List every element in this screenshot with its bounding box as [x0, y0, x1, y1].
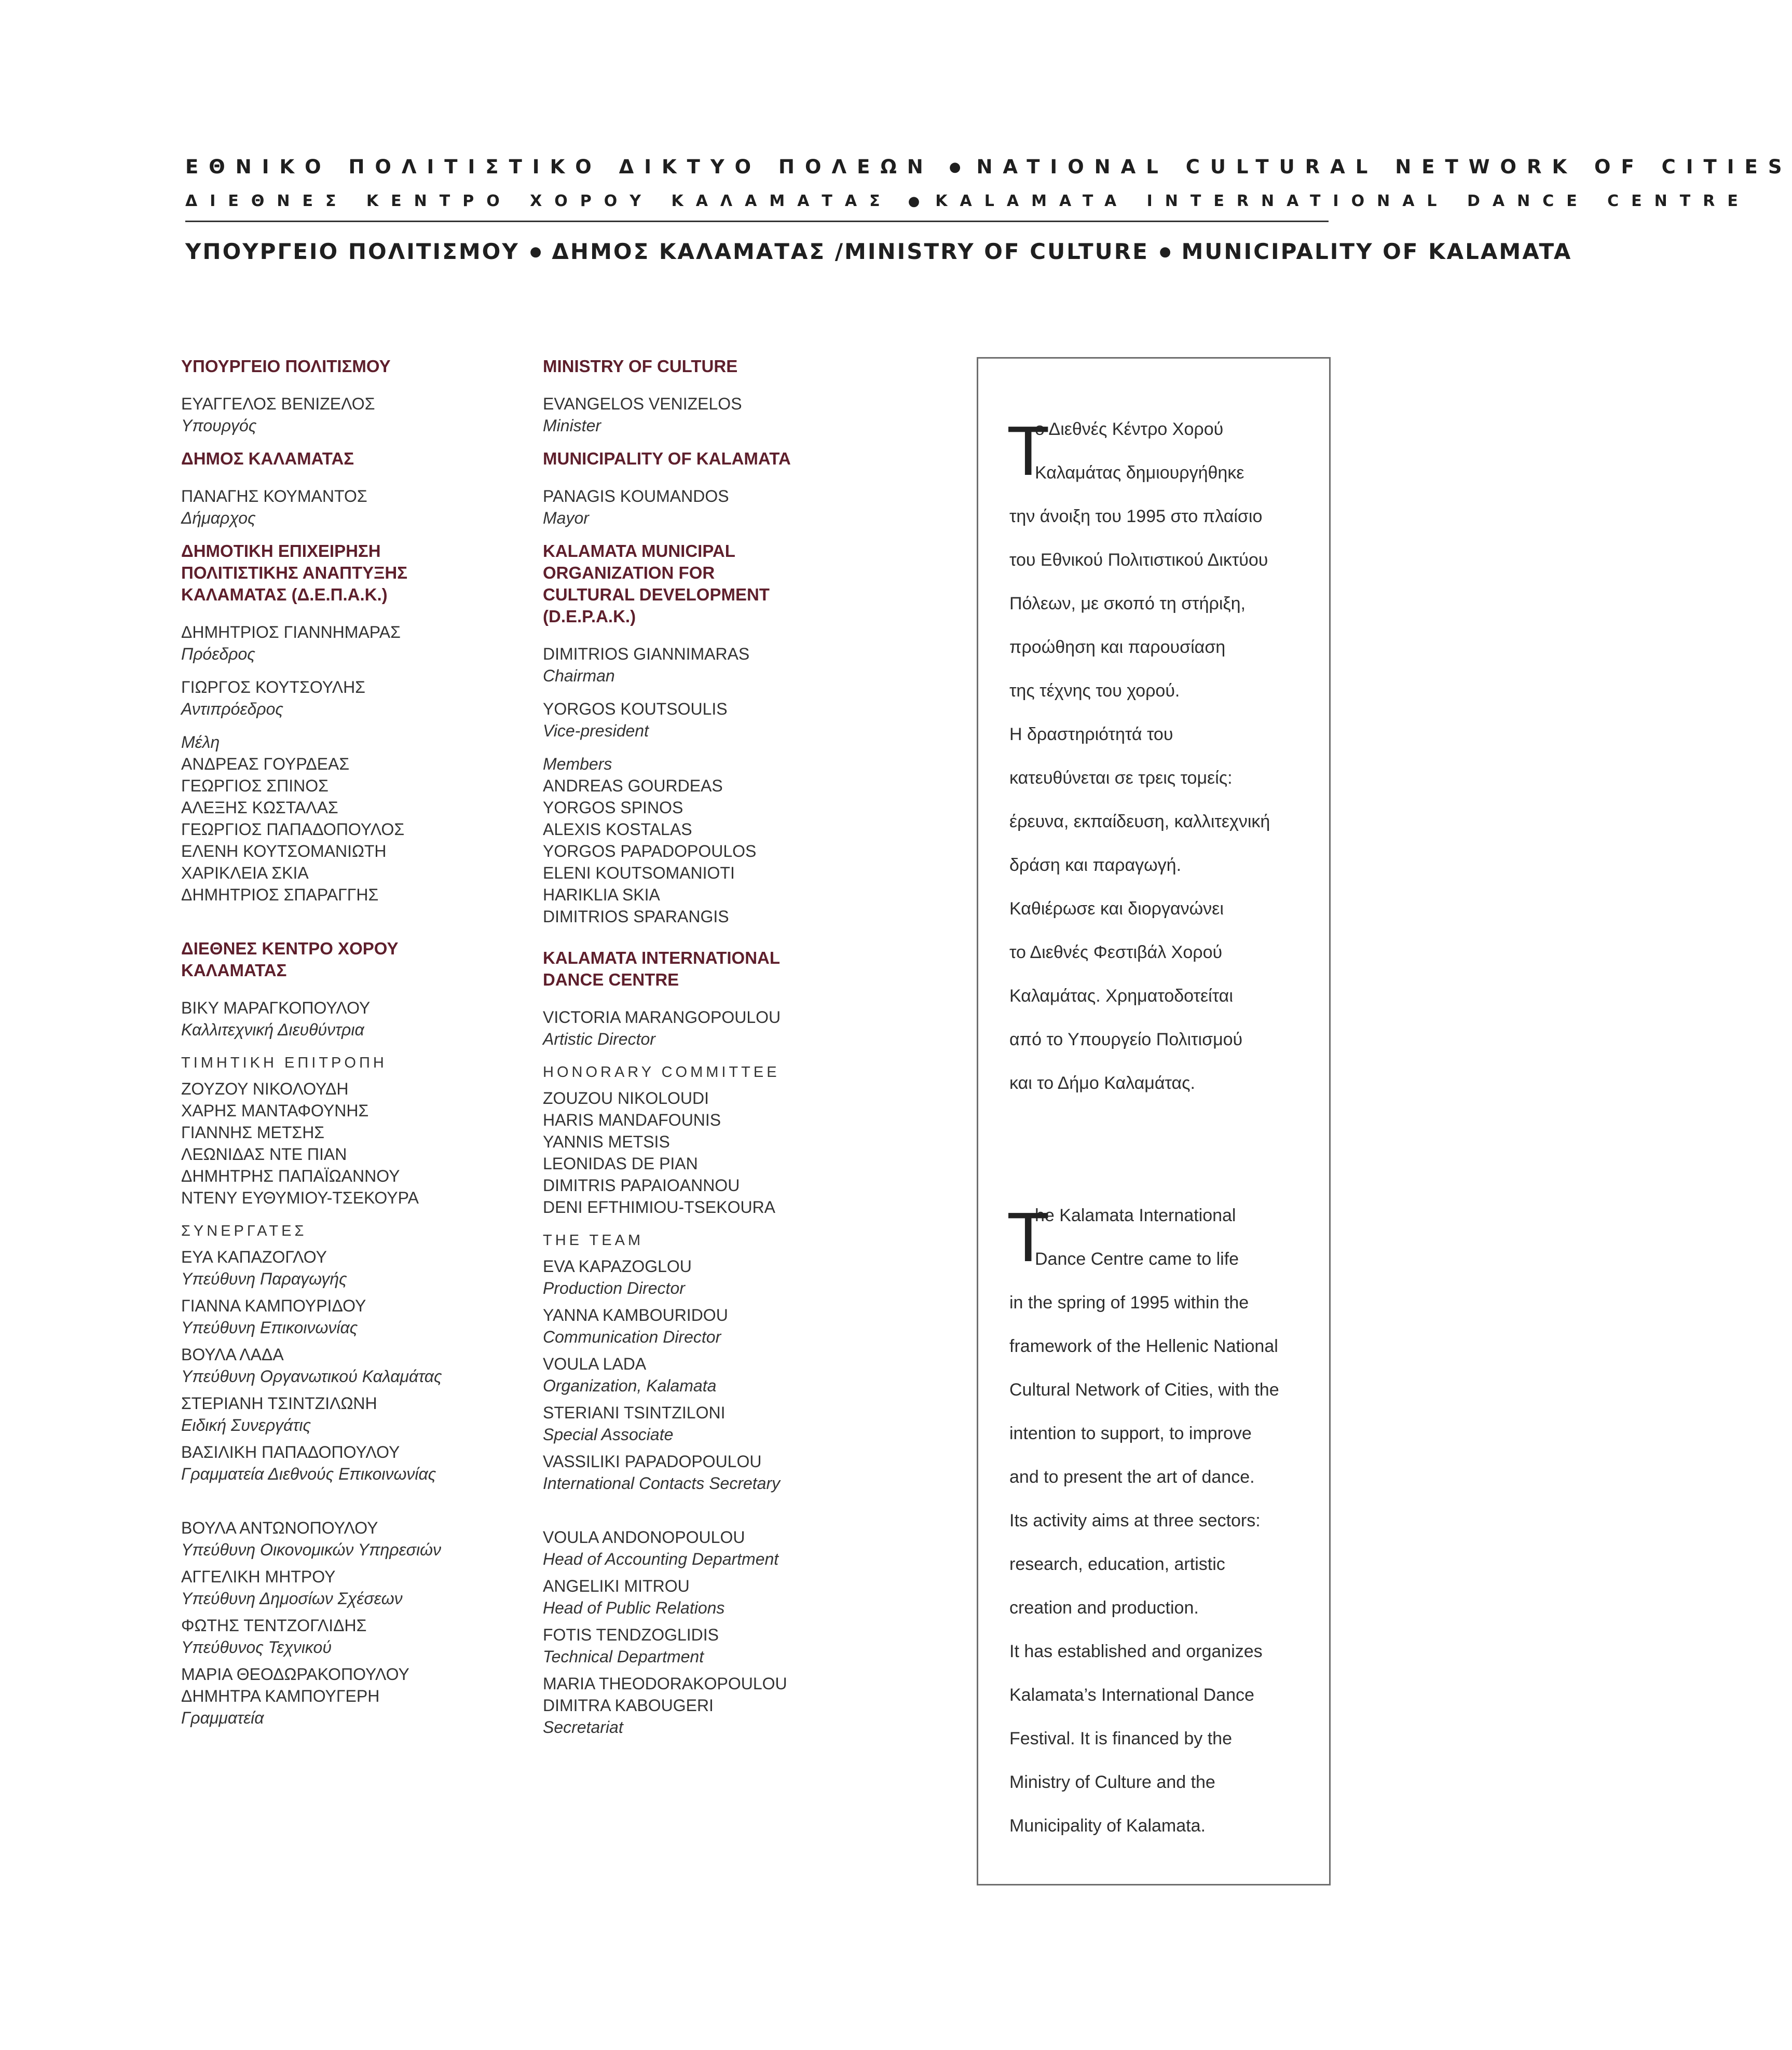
paragraph-line: Η δραστηριότητά του — [1009, 725, 1173, 744]
paragraph-line: Πόλεων, με σκοπό τη στήριξη, — [1009, 594, 1246, 613]
team-member — [181, 1392, 503, 1436]
honorary-name: LEONIDAS DE PIAN — [543, 1154, 698, 1173]
section-title-ministry: ΥΠΟΥΡΓΕΙΟ ΠΟΛΙΤΙΣΜΟΥ — [181, 357, 391, 376]
paragraph-line: Its activity aims at three sectors: — [1009, 1511, 1261, 1530]
honorary-name: ZOUZOU NIKOLOUDI — [543, 1089, 709, 1108]
person-name: ΔΗΜΗΤΡΑ ΚΑΜΠΟΥΓΕΡΗ — [181, 1687, 380, 1705]
person-role: Υπεύθυνη Επικοινωνίας — [181, 1318, 358, 1337]
staff-member — [181, 1566, 503, 1609]
person-name: ΔΗΜΗΤΡΙΟΣ ΓΙΑΝΝΗΜΑΡΑΣ — [181, 623, 401, 641]
person-minister — [543, 393, 865, 436]
person-name: PANAGIS KOUMANDOS — [543, 487, 729, 505]
greek-credits-column — [181, 356, 503, 1740]
person-name: FOTIS TENDZOGLIDIS — [543, 1625, 719, 1644]
about-english-paragraph — [1007, 1198, 1321, 1858]
paragraph-line: του Εθνικού Πολιτιστικού Δικτύου — [1009, 550, 1268, 570]
bullet-separator: ● — [908, 193, 920, 209]
person-role: Καλλιτεχνική Διευθύντρια — [181, 1020, 364, 1039]
person-name: ΓΙΩΡΓΟΣ ΚΟΥΤΣΟΥΛΗΣ — [181, 678, 365, 696]
bullet-separator: ● — [1159, 243, 1171, 259]
staff-member — [181, 1517, 503, 1561]
section-title-municipality: ΔΗΜΟΣ ΚΑΛΑΜΑΤΑΣ — [181, 449, 354, 468]
honorary-list — [543, 1087, 865, 1218]
person-role: Head of Accounting Department — [543, 1550, 779, 1568]
member-name: DIMITRIOS SPARANGIS — [543, 907, 729, 926]
member-name: ΑΝΔΡΕΑΣ ΓΟΥΡΔΕΑΣ — [181, 755, 350, 773]
person-name: EVANGELOS VENIZELOS — [543, 394, 742, 413]
about-greek-paragraph — [1007, 412, 1321, 1116]
paragraph-line: κατευθύνεται σε τρεις τομείς: — [1009, 768, 1233, 788]
paragraph-line: Τ ο Διεθνές Κέντρο Χορού — [1007, 412, 1224, 490]
members-label: Members — [543, 755, 612, 773]
person-name: ΒΙΚΥ ΜΑΡΑΓΚΟΠΟΥΛΟΥ — [181, 999, 371, 1017]
person-name: YORGOS KOUTSOULIS — [543, 700, 728, 718]
paragraph-line: Ministry of Culture and the — [1009, 1772, 1215, 1792]
person-name: VASSILIKI PAPADOPOULOU — [543, 1452, 762, 1471]
staff-member — [543, 1575, 865, 1619]
header-municipality-ministry: ΔΗΜΟΣ ΚΑΛΑΜΑΤΑΣ /MINISTRY OF CULTURE — [552, 239, 1149, 264]
honorary-name: ΛΕΩΝΙΔΑΣ ΝΤΕ ΠΙΑΝ — [181, 1145, 347, 1164]
honorary-committee-label: ΤΙΜΗΤΙΚΗ ΕΠΙΤΡΟΠΗ — [181, 1055, 387, 1071]
person-vice — [543, 698, 865, 742]
honorary-name: DENI EFTHIMIOU-TSEKOURA — [543, 1198, 776, 1217]
section-title-centre: KALAMATA INTERNATIONAL DANCE CENTRE — [543, 948, 781, 989]
paragraph-line: Municipality of Kalamata. — [1009, 1816, 1206, 1836]
person-director — [181, 997, 503, 1041]
person-role: Communication Director — [543, 1328, 721, 1346]
person-name: ΜΑΡΙΑ ΘΕΟΔΩΡΑΚΟΠΟΥΛΟΥ — [181, 1665, 409, 1684]
bullet-separator: ● — [529, 243, 542, 259]
person-role: Technical Department — [543, 1647, 704, 1666]
honorary-name: ΝΤΕΝΥ ΕΥΘΥΜΙΟΥ-ΤΣΕΚΟΥΡΑ — [181, 1188, 419, 1207]
header-greek-network: ΕΘΝΙΚΟ ΠΟΛΙΤΙΣΤΙΚΟ ΔΙΚΤΥΟ ΠΟΛΕΩΝ — [185, 156, 934, 178]
team-member — [181, 1441, 503, 1485]
member-name: ΓΕΩΡΓΙΟΣ ΣΠΙΝΟΣ — [181, 776, 329, 795]
honorary-name: YANNIS METSIS — [543, 1132, 670, 1151]
person-role: Πρόεδρος — [181, 645, 255, 663]
person-name: VICTORIA MARANGOPOULOU — [543, 1008, 781, 1027]
person-role: Artistic Director — [543, 1030, 655, 1048]
person-name: ΣΤΕΡΙΑΝΗ ΤΣΙΝΤΖΙΛΩΝΗ — [181, 1394, 377, 1413]
secretariat — [181, 1663, 503, 1729]
person-role: Υπεύθυνη Οργανωτικού Καλαμάτας — [181, 1367, 442, 1386]
team-member — [181, 1246, 503, 1290]
paragraph-line: Καλαμάτας. Χρηματοδοτείται — [1009, 986, 1233, 1006]
paragraph-line: It has established and organizes — [1009, 1642, 1263, 1661]
member-name: ΧΑΡΙΚΛΕΙΑ ΣΚΙΑ — [181, 864, 309, 882]
staff-member — [543, 1624, 865, 1668]
person-name: DIMITRIOS GIANNIMARAS — [543, 645, 750, 663]
bullet-separator: ● — [949, 159, 961, 175]
member-name: ΔΗΜΗΤΡΙΟΣ ΣΠΑΡΑΓΓΗΣ — [181, 885, 379, 904]
paragraph-line: T he Kalamata International — [1007, 1198, 1236, 1276]
header-english-centre: KALAMATA INTERNATIONAL DANCE CENTRE — [935, 192, 1750, 210]
section-title-depak: KALAMATA MUNICIPAL ORGANIZATION FOR CULTURAL DEVELOPMENT (D.E.P.A.K.) — [543, 541, 770, 626]
person-role: Δήμαρχος — [181, 509, 256, 527]
honorary-list — [181, 1078, 503, 1209]
person-name: MARIA THEODORAKOPOULOU — [543, 1674, 787, 1693]
person-role: Chairman — [543, 666, 615, 685]
paragraph-line: framework of the Hellenic National — [1009, 1336, 1278, 1356]
person-role: Organization, Kalamata — [543, 1376, 717, 1395]
person-mayor — [181, 485, 503, 529]
paragraph-line: and to present the art of dance. — [1009, 1467, 1255, 1487]
person-chair — [543, 643, 865, 687]
honorary-name: ΓΙΑΝΝΗΣ ΜΕΤΣΗΣ — [181, 1123, 325, 1142]
member-name: ALEXIS KOSTALAS — [543, 820, 692, 839]
member-name: ΕΛΕΝΗ ΚΟΥΤΣΟΜΑΝΙΩΤΗ — [181, 842, 387, 860]
person-role: Vice-president — [543, 721, 649, 740]
person-name: ΕΥΑ ΚΑΠΑΖΟΓΛΟΥ — [181, 1248, 327, 1266]
header-greek-centre: ΔΙΕΘΝΕΣ ΚΕΝΤΡΟ ΧΟΡΟΥ ΚΑΛΑΜΑΤΑΣ — [185, 192, 893, 210]
person-name: ANGELIKI MITROU — [543, 1577, 690, 1595]
team-member — [543, 1451, 865, 1494]
header-line-1 — [185, 156, 1792, 178]
team-member — [543, 1402, 865, 1445]
paragraph-line: από το Υπουργείο Πολιτισμού — [1009, 1030, 1243, 1049]
paragraph-line: την άνοιξη του 1995 στο πλαίσιο — [1009, 507, 1263, 526]
person-role: Υπεύθυνη Παραγωγής — [181, 1269, 347, 1288]
header-divider — [185, 221, 1329, 222]
person-name: EVA KAPAZOGLOU — [543, 1257, 692, 1276]
person-name: ΑΓΓΕΛΙΚΗ ΜΗΤΡΟΥ — [181, 1567, 336, 1586]
person-name: ΠΑΝΑΓΗΣ ΚΟΥΜΑΝΤΟΣ — [181, 487, 367, 505]
person-name: ΒΟΥΛΑ ΑΝΤΩΝΟΠΟΥΛΟΥ — [181, 1519, 378, 1537]
team-label: THE TEAM — [543, 1232, 644, 1249]
person-name: ΦΩΤΗΣ ΤΕΝΤΖΟΓΛΙΔΗΣ — [181, 1616, 367, 1635]
members-label: Μέλη — [181, 733, 220, 751]
person-role: Special Associate — [543, 1425, 674, 1444]
paragraph-line: της τέχνης του χορού. — [1009, 681, 1180, 701]
person-name: VOULA ANDONOPOULOU — [543, 1528, 745, 1547]
team-member — [543, 1304, 865, 1348]
secretariat — [543, 1673, 865, 1738]
person-role: Αντιπρόεδρος — [181, 700, 283, 718]
person-role: Mayor — [543, 509, 589, 527]
honorary-committee-label: HONORARY COMMITTEE — [543, 1064, 780, 1081]
person-role: Head of Public Relations — [543, 1598, 725, 1617]
paragraph-line: intention to support, to improve — [1009, 1424, 1252, 1443]
member-name: ELENI KOUTSOMANIOTI — [543, 864, 735, 882]
person-role: Υπεύθυνη Δημοσίων Σχέσεων — [181, 1589, 403, 1608]
person-director — [543, 1006, 865, 1050]
header-line-2 — [185, 192, 1750, 210]
member-name: ΓΕΩΡΓΙΟΣ ΠΑΠΑΔΟΠΟΥΛΟΣ — [181, 820, 405, 839]
person-name: YANNA KAMBOURIDOU — [543, 1306, 728, 1324]
paragraph-line: και το Δήμο Καλαμάτας. — [1009, 1073, 1195, 1093]
person-mayor — [543, 485, 865, 529]
paragraph-line: research, education, artistic — [1009, 1554, 1225, 1574]
honorary-name: DIMITRIS PAPAIOANNOU — [543, 1176, 740, 1195]
members-list — [181, 731, 503, 906]
person-name: DIMITRA KABOUGERI — [543, 1696, 714, 1715]
person-role: Secretariat — [543, 1718, 623, 1737]
header-line-3 — [185, 239, 1572, 264]
about-sidebar-box — [977, 357, 1331, 1885]
person-name: STERIANI TSINTZILONI — [543, 1403, 726, 1422]
member-name: YORGOS PAPADOPOULOS — [543, 842, 757, 860]
english-credits-column — [543, 356, 865, 1750]
person-role: Ειδική Συνεργάτις — [181, 1416, 311, 1434]
person-role: Minister — [543, 416, 601, 435]
person-name: ΒΑΣΙΛΙΚΗ ΠΑΠΑΔΟΠΟΥΛΟΥ — [181, 1443, 400, 1461]
paragraph-line: Καθιέρωσε και διοργανώνει — [1009, 899, 1224, 919]
person-role: Production Director — [543, 1279, 685, 1297]
team-member — [181, 1295, 503, 1338]
section-title-centre: ΔΙΕΘΝΕΣ ΚΕΝΤΡΟ ΧΟΡΟΥ ΚΑΛΑΜΑΤΑΣ — [181, 939, 399, 980]
paragraph-line: το Διεθνές Φεστιβάλ Χορού — [1009, 942, 1223, 962]
paragraph-line: Kalamata’s International Dance — [1009, 1685, 1254, 1705]
header-english-network: NATIONAL CULTURAL NETWORK OF CITIES — [976, 156, 1792, 178]
drop-cap: Τ — [1007, 412, 1050, 490]
paragraph-line: Καλαμάτας δημιουργήθηκε — [1035, 463, 1244, 483]
honorary-name: ΖΟΥΖΟΥ ΝΙΚΟΛΟΥΔΗ — [181, 1079, 349, 1098]
staff-member — [543, 1526, 865, 1570]
paragraph-line: in the spring of 1995 within the — [1009, 1293, 1249, 1313]
paragraph-line: creation and production. — [1009, 1598, 1199, 1618]
team-member — [543, 1255, 865, 1299]
person-role: Υπεύθυνη Οικονομικών Υπηρεσιών — [181, 1540, 441, 1559]
section-title-depak: ΔΗΜΟΤΙΚΗ ΕΠΙΧΕΙΡΗΣΗ ΠΟΛΙΤΙΣΤΙΚΗΣ ΑΝΑΠΤΥΞΗΣ ΚΑΛΑΜΑΤΑΣ (Δ.Ε.Π.Α.Κ.) — [181, 541, 408, 604]
paragraph-line: Dance Centre came to life — [1035, 1249, 1239, 1269]
person-minister — [181, 393, 503, 436]
team-member — [543, 1353, 865, 1397]
person-chair — [181, 621, 503, 665]
section-title-ministry: MINISTRY OF CULTURE — [543, 357, 738, 376]
member-name: ΑΛΕΞΗΣ ΚΩΣΤΑΛΑΣ — [181, 798, 338, 817]
person-role: International Contacts Secretary — [543, 1474, 781, 1493]
section-title-municipality: MUNICIPALITY OF KALAMATA — [543, 449, 791, 468]
paragraph-line: δράση και παραγωγή. — [1009, 855, 1182, 875]
person-name: ΕΥΑΓΓΕΛΟΣ ΒΕΝΙΖΕΛΟΣ — [181, 394, 375, 413]
team-label: ΣΥΝΕΡΓΑΤΕΣ — [181, 1223, 307, 1239]
header-municipality-english: MUNICIPALITY OF KALAMATA — [1181, 239, 1572, 264]
person-role: Υπεύθυνος Τεχνικού — [181, 1638, 332, 1657]
person-role: Γραμματεία — [181, 1709, 264, 1727]
person-name: ΓΙΑΝΝΑ ΚΑΜΠΟΥΡΙΔΟΥ — [181, 1296, 366, 1315]
person-role: Γραμματεία Διεθνούς Επικοινωνίας — [181, 1465, 436, 1483]
honorary-name: ΔΗΜΗΤΡΗΣ ΠΑΠΑΪΩΑΝΝΟΥ — [181, 1167, 400, 1185]
paragraph-line: Festival. It is financed by the — [1009, 1729, 1232, 1748]
member-name: ANDREAS GOURDEAS — [543, 776, 723, 795]
drop-cap: T — [1007, 1198, 1050, 1276]
paragraph-line: προώθηση και παρουσίαση — [1009, 637, 1226, 657]
honorary-name: ΧΑΡΗΣ ΜΑΝΤΑΦΟΥΝΗΣ — [181, 1101, 369, 1120]
honorary-name: HARIS MANDAFOUNIS — [543, 1111, 721, 1129]
member-name: YORGOS SPINOS — [543, 798, 683, 817]
paragraph-line: έρευνα, εκπαίδευση, καλλιτεχνική — [1009, 812, 1270, 831]
person-name: VOULA LADA — [543, 1355, 647, 1373]
members-list — [543, 753, 865, 927]
person-vice — [181, 676, 503, 720]
paragraph-line: Cultural Network of Cities, with the — [1009, 1380, 1279, 1400]
header-ministry-greek: ΥΠΟΥΡΓΕΙΟ ΠΟΛΙΤΙΣΜΟΥ — [185, 239, 519, 264]
person-name: ΒΟΥΛΑ ΛΑΔΑ — [181, 1345, 284, 1364]
team-member — [181, 1344, 503, 1387]
member-name: HARIKLIA SKIA — [543, 885, 660, 904]
person-role: Υπουργός — [181, 416, 257, 435]
staff-member — [181, 1615, 503, 1658]
